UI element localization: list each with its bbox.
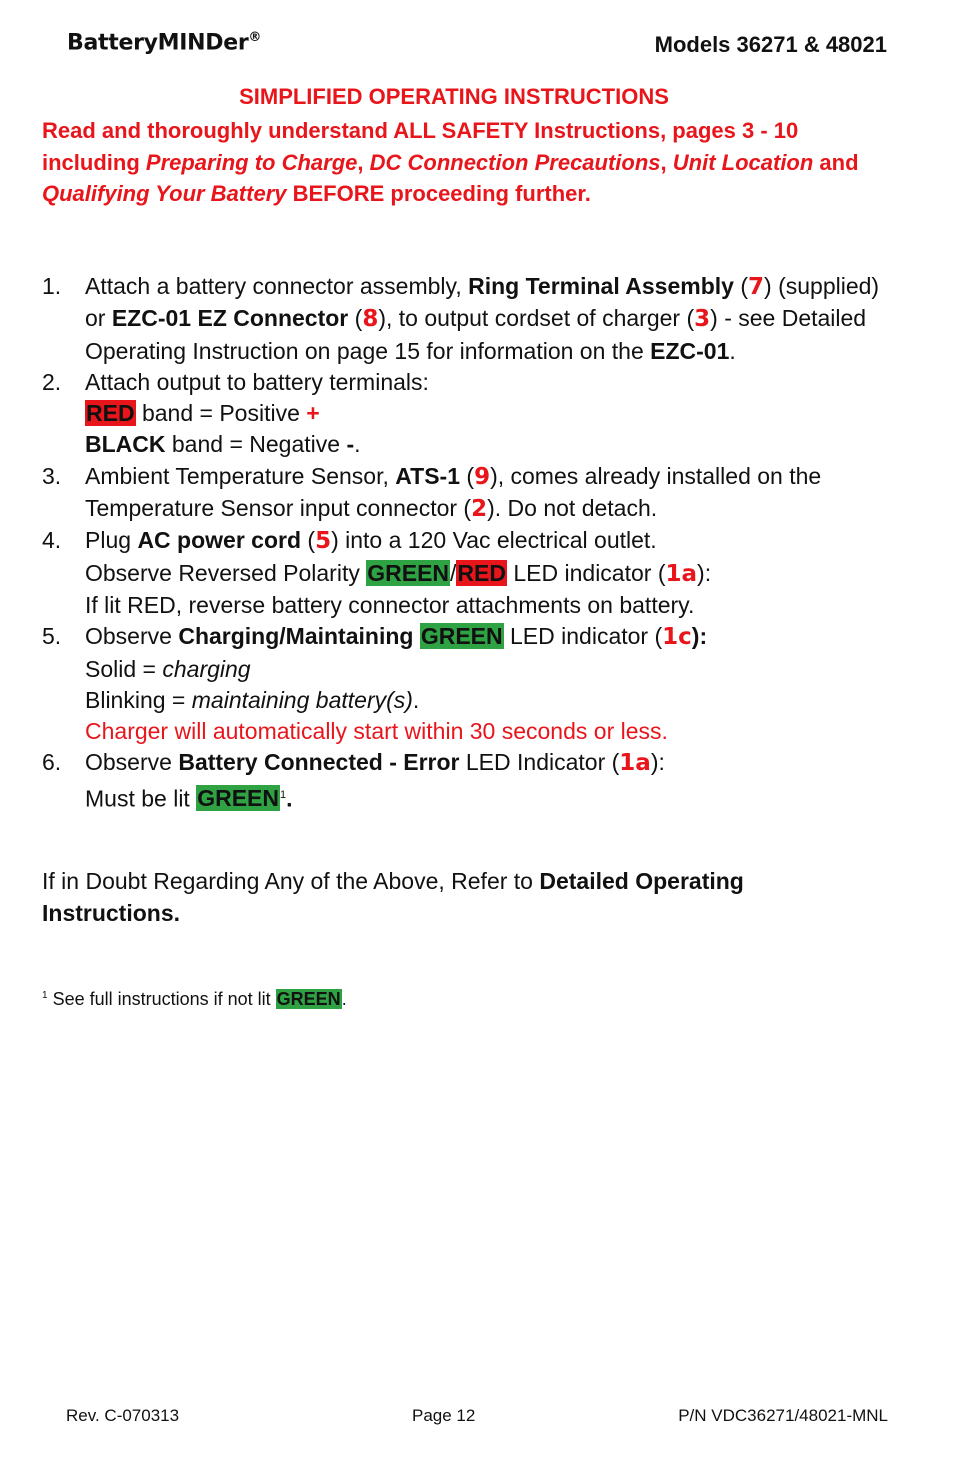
step-text: Plug AC power cord (5) into a 120 Vac electrical outlet. Observe Reversed Polarity GREEN/RED LED indicator (1a): If lit RED, reverse battery connector attachments on battery. [85,527,712,618]
step-number: 4. [42,527,62,554]
ref-number: 8 [362,306,379,333]
footnote-mark: 1 [42,990,48,1001]
step-number: 3. [42,462,62,489]
ref-number: 1a [619,750,651,777]
step-4 [42,525,882,621]
safety-warning: Read and thoroughly understand ALL SAFETY Instructions, pages 3 - 10 including Preparing to Charge, DC Connection Precautions, Unit Location and Qualifying Your Battery BEFORE proceeding further. [42,118,859,206]
step-number: 6. [42,749,62,776]
models-header: Models 36271 & 48021 [654,32,887,57]
red-highlight: RED [86,400,135,427]
green-highlight: GREEN [276,989,341,1009]
step-text: Observe Charging/Maintaining GREEN LED indicator (1c): Solid = charging Blinking = maintaining battery(s). Charger will automatically start within 30 seconds or less. [85,621,882,747]
footer-revision: Rev. C-070313 [66,1406,180,1425]
footer-part-number: P/N VDC36271/48021-MNL [678,1406,888,1425]
green-highlight: GREEN [197,785,280,812]
registered-mark: ® [248,30,262,45]
step-text: Ambient Temperature Sensor, ATS-1 (9), comes already installed on the Temperature Sensor input connector (2). Do not detach. [85,462,822,523]
ref-number: 9 [474,463,491,490]
ref-number: 1a [665,560,698,587]
step-6 [42,747,882,814]
auto-start-note: Charger will automatically start within 30 seconds or less. [85,718,668,745]
ref-number: 5 [315,528,332,555]
step-number: 1. [42,273,62,299]
red-highlight: RED [457,559,506,586]
step-number: 5. [42,623,62,650]
instruction-steps [42,271,882,815]
step-text: Observe Battery Connected - Error LED Indicator (1a): Must be lit GREEN$^1$. [85,749,665,812]
ref-number: 2 [471,496,488,523]
step-text: Attach output to battery terminals: RED band = Positive + BLACK band = Negative -. [85,368,429,458]
step-text: Attach a battery connector assembly, Ring Terminal Assembly (7) (supplied) or EZC-01 EZ Connector (8), to output cordset of charger (3) - see Detailed Operating Instruction on page 15 for information on the EZC-01. [85,273,880,364]
green-highlight: GREEN [367,559,450,586]
step-3 [42,461,882,526]
footnote: $^1$ See full instructions if not lit GREEN. [42,989,347,1009]
page-title: SIMPLIFIED OPERATING INSTRUCTIONS [239,84,669,109]
step-2 [42,367,882,461]
brand-name: BatteryMINDer [67,30,249,56]
step-number: 2. [42,368,62,395]
brand-logo [67,30,261,55]
step-5 [42,621,882,747]
step-1 [42,271,882,367]
doubt-note: If in Doubt Regarding Any of the Above, Refer to Detailed Operating Instructions. [42,868,744,926]
ref-number: 7 [748,274,765,300]
footer-page-number: Page 12 [412,1406,476,1425]
ref-number: 3 [694,306,711,333]
plus-sign: + [306,400,320,427]
minus-sign: - [346,431,355,458]
ref-number: 1c [662,624,692,651]
green-highlight: GREEN [420,623,503,650]
footnote-ref: 1 [280,788,287,801]
